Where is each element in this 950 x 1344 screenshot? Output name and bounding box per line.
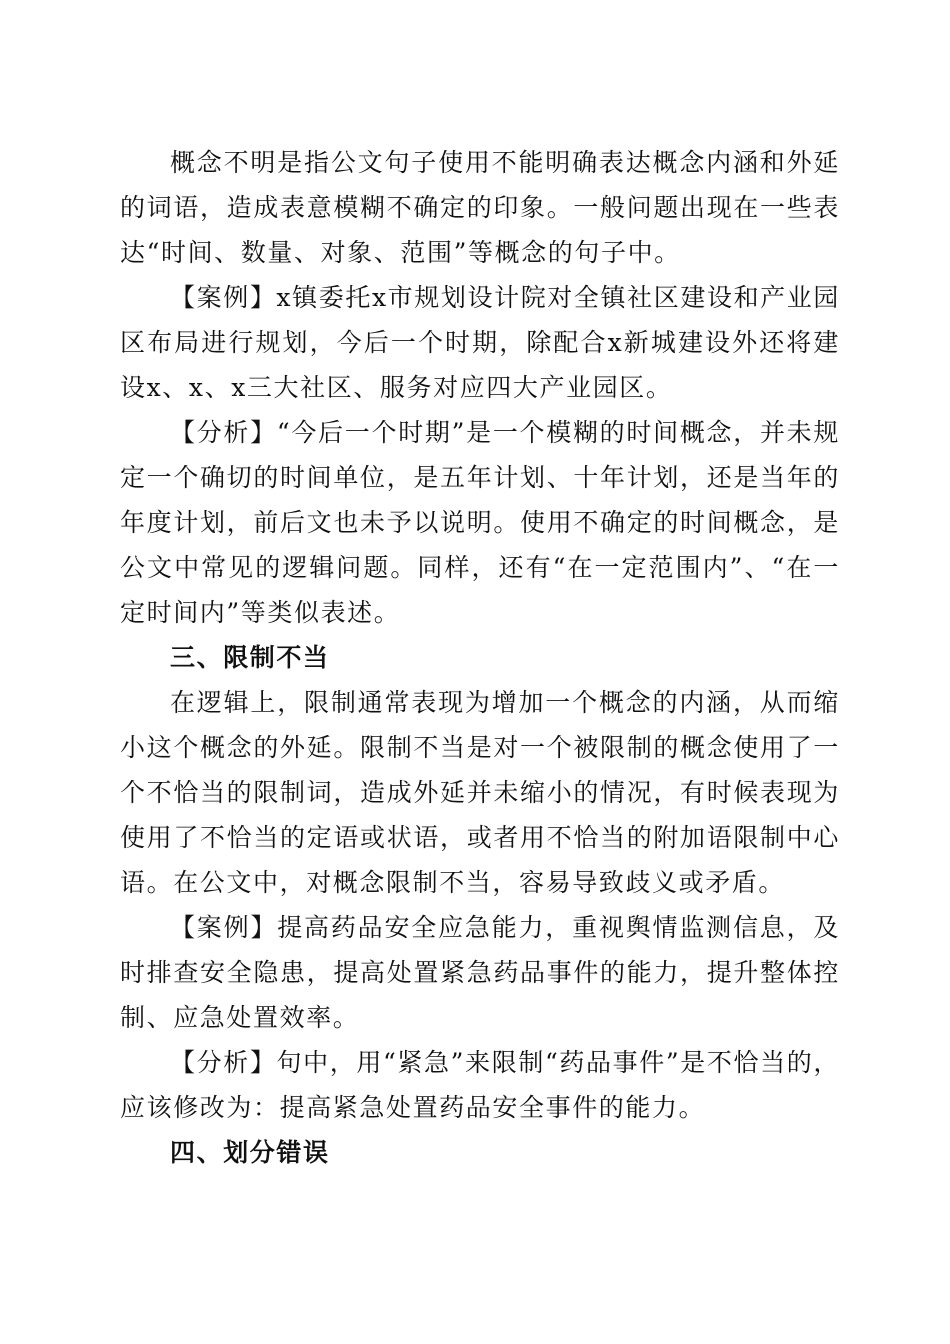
paragraph-case-1: 【案例】x镇委托x市规划设计院对全镇社区建设和产业园区布局进行规划，今后一个时期，除配合x新城建设外还将建设x、x、x三大社区、服务对应四大产业园区。 [120, 283, 840, 402]
section-heading-4: 四、划分错误 [170, 1138, 330, 1167]
paragraph-concept-unclear: 概念不明是指公文句子使用不能明确表达概念内涵和外延的词语，造成表意模糊不确定的印象。一般问题出现在一些表达“时间、数量、对象、范围”等概念的句子中。 [120, 148, 840, 267]
paragraph-limitation: 在逻辑上，限制通常表现为增加一个概念的内涵，从而缩小这个概念的外延。限制不当是对一个被限制的概念使用了一个不恰当的限制词，造成外延并未缩小的情况，有时候表现为使用了不恰当的定语或状语，或者用不恰当的附加语限制中心语。在公文中，对概念限制不当，容易导致歧义或矛盾。 [120, 688, 840, 897]
paragraph-analysis-2: 【分析】句中，用“紧急”来限制“药品事件”是不恰当的，应该修改为：提高紧急处置药品安全事件的能力。 [120, 1048, 840, 1122]
paragraph-case-2: 【案例】提高药品安全应急能力，重视舆情监测信息，及时排查安全隐患，提高处置紧急药品事件的能力，提升整体控制、应急处置效率。 [120, 913, 840, 1032]
document-body [120, 140, 840, 1175]
section-heading-3: 三、限制不当 [170, 643, 330, 672]
paragraph-analysis-1: 【分析】“今后一个时期”是一个模糊的时间概念，并未规定一个确切的时间单位，是五年计划、十年计划，还是当年的年度计划，前后文也未予以说明。使用不确定的时间概念，是公文中常见的逻辑问题。同样，还有“在一定范围内”、“在一定时间内”等类似表述。 [120, 418, 840, 627]
